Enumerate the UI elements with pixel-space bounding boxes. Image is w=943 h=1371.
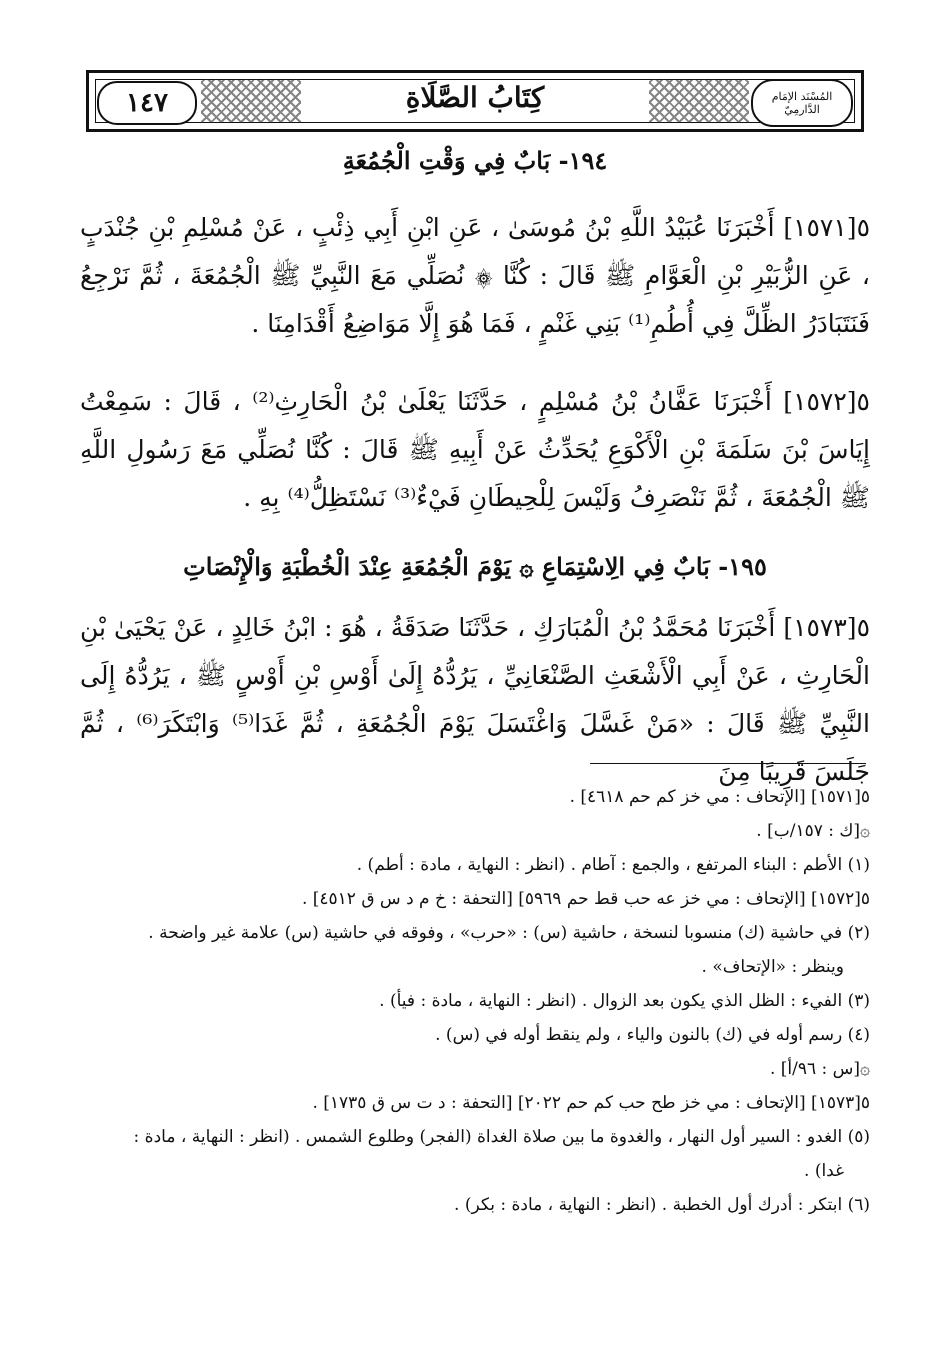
publisher-seal-logo bbox=[751, 79, 853, 127]
hadith-1571-wrap bbox=[80, 204, 870, 348]
chapter-heading-195: ١٩٥- بَابٌ فِي الِاسْتِمَاعِ ۞ يَوْمَ الْجُمُعَةِ عِنْدَ الْخُطْبَةِ وَالْإِنْصَاتِ bbox=[183, 552, 767, 581]
footnote-line: ٥[١٥٧٢] [الإتحاف : مي خز عه حب قط حم ٥٩٦٩] [التحفة : خ م د س ق ٤٥١٢] . bbox=[301, 889, 870, 909]
footnote-line: وينظر : «الإتحاف» . bbox=[701, 957, 844, 977]
footnote-line: ۞[ك : ١٥٧/ب] . bbox=[756, 821, 870, 841]
page-number: ١٤٧ bbox=[126, 88, 168, 118]
header-ornament-right bbox=[649, 79, 749, 123]
footnote-line: (٦) ابتكر : أدرك أول الخطبة . (انظر : النهاية ، مادة : بكر) . bbox=[454, 1195, 870, 1215]
chapter-195-heading-wrap bbox=[80, 552, 870, 581]
page-number-cartouche bbox=[97, 81, 197, 125]
hadith-1572: ٥[١٥٧٢] أَخْبَرَنَا عَفَّانُ بْنُ مُسْلِمٍ ، حَدَّثَنَا يَعْلَىٰ بْنُ الْحَارِثِ⁽²⁾ ، قَالَ : سَمِعْتُ إِيَاسَ بْنَ سَلَمَةَ بْنِ الْأَكْوَعِ يُحَدِّثُ عَنْ أَبِيهِ ﷺ قَالَ : كُنَّا نُصَلِّي مَعَ رَسُولِ اللَّهِ ﷺ الْجُمُعَةَ ، ثُمَّ نَنْصَرِفُ وَلَيْسَ لِلْحِيطَانِ فَيْءٌ⁽³⁾ نَسْتَظِلُّ⁽⁴⁾ بِهِ . bbox=[80, 387, 870, 512]
footnote-line: ٥[١٥٧١] [الإتحاف : مي خز كم حم ٤٦١٨] . bbox=[569, 787, 870, 807]
chapter-heading-194: ١٩٤- بَابٌ فِي وَقْتِ الْجُمُعَةِ bbox=[342, 146, 608, 175]
hadith-1572-wrap bbox=[80, 378, 870, 522]
footnote-line: ٥[١٥٧٣] [الإتحاف : مي خز طح حب كم حم ٢٠٢٢] [التحفة : د ت س ق ١٧٣٥] . bbox=[312, 1093, 870, 1113]
page-header bbox=[86, 70, 864, 132]
book-title: كِتَابُ الصَّلَاةِ bbox=[405, 80, 545, 114]
footnote-line: (٢) في حاشية (ك) منسوبا لنسخة ، حاشية (س) : «حرب» ، وفوقه في حاشية (س) علامة غير واضحة . bbox=[148, 923, 870, 943]
header-ornament-left bbox=[201, 79, 301, 123]
hadith-1573-wrap bbox=[80, 604, 870, 796]
footnote-line: (١) الأطم : البناء المرتفع ، والجمع : آطام . (انظر : النهاية ، مادة : أطم) . bbox=[356, 855, 870, 875]
footnotes bbox=[80, 780, 870, 1222]
footnote-line: (٤) رسم أوله في (ك) بالنون والياء ، ولم ينقط أوله في (س) . bbox=[435, 1025, 870, 1045]
chapter-194-heading-wrap bbox=[80, 146, 870, 175]
footnote-line: غدا) . bbox=[804, 1161, 844, 1181]
seal-text: المُسْنَد الإمَام الدَّارمِيّ bbox=[771, 90, 833, 116]
footnote-line: ۞[س : ٩٦/أ] . bbox=[769, 1059, 870, 1079]
footnote-line: (٥) الغدو : السير أول النهار ، والغدوة ما بين صلاة الغداة (الفجر) وطلوع الشمس . (انظر : النهاية ، مادة : bbox=[133, 1127, 870, 1147]
hadith-1571: ٥[١٥٧١] أَخْبَرَنَا عُبَيْدُ اللَّهِ بْنُ مُوسَىٰ ، عَنِ ابْنِ أَبِي ذِئْبٍ ، عَنْ مُسْلِمِ بْنِ جُنْدَبٍ ، عَنِ الزُّبَيْرِ بْنِ الْعَوَّامِ ﷺ قَالَ : كُنَّا ۞ نُصَلِّي مَعَ النَّبِيِّ ﷺ الْجُمُعَةَ ، ثُمَّ نَرْجِعُ فَنَتَبَادَرُ الظِّلَّ فِي أُطُمِ⁽¹⁾ بَنِي غَنْمٍ ، فَمَا هُوَ إِلَّا مَوَاضِعُ أَقْدَامِنَا . bbox=[80, 213, 870, 338]
footnote-divider bbox=[590, 763, 866, 764]
hadith-1573: ٥[١٥٧٣] أَخْبَرَنَا مُحَمَّدُ بْنُ الْمُبَارَكِ ، حَدَّثَنَا صَدَقَةُ ، هُوَ : ابْنُ خَالِدٍ ، عَنْ يَحْيَىٰ بْنِ الْحَارِثِ ، عَنْ أَبِي الْأَشْعَثِ الصَّنْعَانِيِّ ، يَرُدُّهُ إِلَىٰ أَوْسِ بْنِ أَوْسٍ ﷺ ، يَرُدُّهُ إِلَى النَّبِيِّ ﷺ قَالَ : «مَنْ غَسَّلَ وَاغْتَسَلَ يَوْمَ الْجُمُعَةِ ، ثُمَّ غَدَا⁽⁵⁾ وَابْتَكَرَ⁽⁶⁾ ، ثُمَّ جَلَسَ قَرِيبًا مِنَ bbox=[80, 613, 870, 786]
book-title-area bbox=[319, 77, 631, 117]
footnote-line: (٣) الفيء : الظل الذي يكون بعد الزوال . (انظر : النهاية ، مادة : فيأ) . bbox=[379, 991, 870, 1011]
